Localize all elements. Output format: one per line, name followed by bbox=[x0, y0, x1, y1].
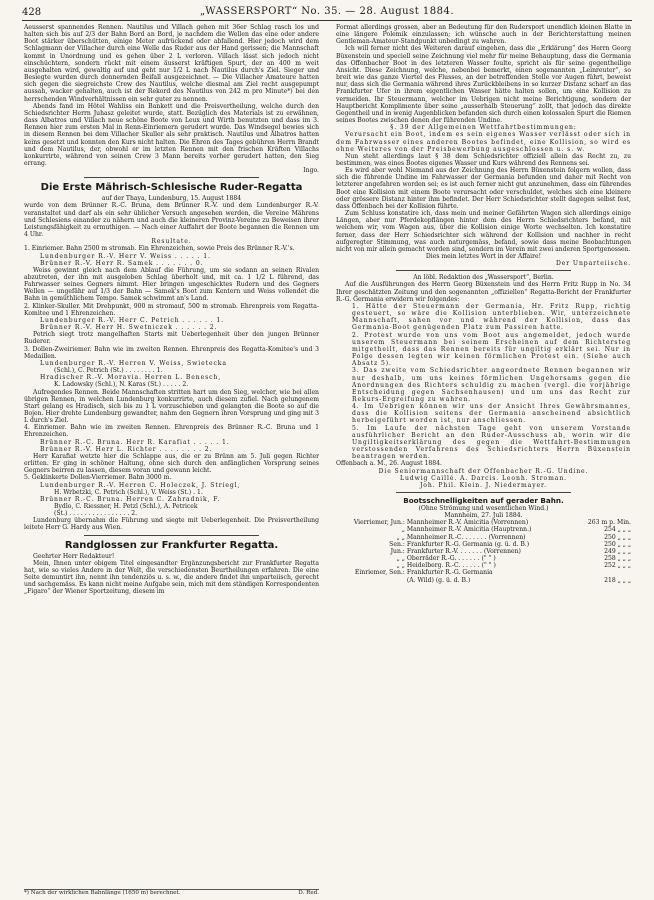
header-rule bbox=[22, 20, 632, 21]
speeds-value: 263 m p. Min. bbox=[587, 519, 631, 527]
race-5-line: H. Wrbetzki, C. Petrich (Schl.), V. Weiss (St.) . 1. bbox=[54, 488, 203, 496]
race-3-text: Aufregendes Rennen. Beide Mannschaften stritten hart um den Sieg, welcher, wie bei allen übrigen Rennen, in welchen Lundenburg konkurrirte, auch diesem zufiel. Nach gelungenem Start gelang es Hradisch, sich bis zu 1 L vorzuschieben und gelangten die Boote so auf die Bojen. Hier drehte Lundenburg gewandter, nahm den Gegnern ihren Vorsprung und ging mit 3 L durch's Ziel. bbox=[24, 388, 319, 425]
letter-point: 3. Das zweite vom Schiedsrichter angeordnete Rennen begannen wir nur deshalb, um uns keines förmlichen Ungehorsams gegen die Anordnungen des Richters schuldig zu machen (vergl. die vorjährige Entscheidung gegen Sachsenhausen) und um uns das Recht zur Rekurs-Ergreifung zu wahren. bbox=[352, 367, 631, 403]
speeds-club: Mannheimer R.-C. . . . . . . (Vorrennen) bbox=[406, 533, 526, 541]
speeds-row bbox=[336, 519, 631, 526]
speeds-value: 249 „ „ „ bbox=[604, 547, 631, 555]
speeds-row bbox=[336, 541, 631, 548]
race-3-line: (Schl.), C. Petrich (St.) . . . . . . . . 1. bbox=[54, 367, 163, 375]
speeds-value: 254 „ „ „ bbox=[604, 526, 631, 534]
speeds-club: Oberräder R.-G. . . . . . . (" " ) bbox=[406, 555, 496, 563]
lundenburg-heading: Die Erste Mährisch-Schlesische Ruder-Regatta bbox=[40, 182, 303, 194]
speeds-value: 252 „ „ „ bbox=[604, 562, 631, 570]
race-1-line: Brünner R.-V. Herr R. Samek . . . . . . . 0. bbox=[40, 259, 204, 267]
letter-point: 2. Protest wurde von uns vom Boot aus angemeldet, jedoch wurde unserem Steuermann bei seinem Erscheinen auf dem Richtersteg mitgetheilt, dass das Rennen bereits für ungiltig erklärt sei. Nur in Folge dessen legten wir keinen förmlichen Protest ein. (Siehe auch Absatz 5). bbox=[352, 331, 631, 368]
race-4-line: Brünner R.-C. Bruna. Herr R. Karafiat . . . . . 1. bbox=[40, 438, 230, 446]
speeds-row bbox=[336, 569, 631, 576]
letter-signers: Joh. Phil. Klein. J. Niedermayer. bbox=[419, 481, 548, 489]
race-3-line: Lundenburger R.-V. Herren V. Weiss, Swietecka bbox=[40, 359, 227, 367]
race-4-text: Herr Karafiat wetzte hier die Schlappe aus, die er zu Brünn am 5. Juli gegen Richter erlitten. Er ging in schöner Haltung, ohne sich durch den anfänglichen Vorsprung seines Gegners beirren zu lassen, diesem voran und gewann leicht. bbox=[24, 452, 319, 475]
speeds-class bbox=[336, 577, 407, 584]
speeds-class: Vierriemer, Jun.: bbox=[353, 519, 405, 527]
race-2-line: Lundenburger R.-V. Herr C. Petrich . . . . . . 1. bbox=[40, 316, 224, 324]
race-3-line: Hradischer R.-V. Moravia. Herren L. Benesch, bbox=[40, 374, 222, 382]
frankfurt-salutation: Geehrter Herr Redakteur! bbox=[33, 552, 115, 560]
nautilus-report-p1: Aeusserst spannendes Rennen. Nautilus und Villach gehen mit 36er Schlag rasch los und halten sich bis auf 2/3 der Bahn Bord an Bord, je nachdem die Wellen das eine oder andere Boot stärker überschütten, einige Meter aufrückend oder abfallend. Hier jedoch wird dem Schlagmann der Villacher durch eine Welle das Ruder aus der Hand gerissen; die Mannschaft kommt in Unordnung und es gehen über 2 L verloren. Villach lässt sich jedoch nicht einschüchtern, sondern rückt mit einem äusserst kräftigen Spurt, der an 400 m weit ausgehalten wird, gewaltig auf und geht nur 1/2 L nach Nautilus durch's Ziel. Sieger und Besiegte wurden durch donnernden Beifall ausgezeichnet. — Die Villacher Amateure hatten sich gegen die siegreichste Crew des Nautilus, welche diesmal am Ziel recht ausgepumpt aussah, wacker gehalten, auch ist der Rekord des Nautilus von 242 m pro Minute*) bei den herrschenden Windverhältnissen ein sehr guter zu nennen. bbox=[24, 24, 319, 103]
speeds-class: „ bbox=[401, 526, 405, 534]
speeds-club: (A. Wild) (g. ü. d. B.) bbox=[406, 576, 471, 584]
race-1-line: Lundenburger R.-V. Herr V. Weiss . . . . . 1. bbox=[40, 252, 211, 260]
speeds-class: „ „ bbox=[396, 562, 405, 570]
speeds-club: Mannheimer R.-V. Amicitia (Vorrennen) bbox=[406, 519, 529, 527]
page-number: 428 bbox=[22, 7, 42, 18]
results-heading: Resultate. bbox=[151, 238, 192, 246]
race-5-line: (St.) . . . . . . . . . . . . . . . . 2. bbox=[54, 510, 138, 518]
continuation-p6: Es wird aber wohl Niemand aus der Zeichnung des Herrn Büxenstein folgern wollen, dass sich die führende Undine im Fahrwasser der Germania befunden und daher mit Recht von letzterer angefahren worden sei; es ist auch ferner nicht gut anzunehmen, dass ein führendes Boot eine Kollision mit einem Boote verursacht oder verschuldet, welches sich eine kleinere oder grössere Distanz hinter ihm befindet. Der Herr Schiedsrichter stellt dagegen selbst fest, dass Offenbach bei der Kollision führte. bbox=[336, 167, 631, 210]
race-2-head: 2. Klinker-Skuller. Mit Drehpunkt, 900 m stromauf, 500 m stromab. Ehrenpreis vom Regatta-Komitee und 1 Ehrenzeichen. bbox=[24, 302, 319, 317]
speeds-heading: Bootsschnelligkeiten auf gerader Bahn. bbox=[403, 496, 564, 505]
race-3-line: K. Ladowsky (Schl.), N. Karas (St.) . . . . . 2. bbox=[54, 381, 189, 389]
paragraph-39-title: §. 39 der Allgemeinen Wettfahrtbestimmungen: bbox=[390, 124, 577, 132]
race-5-line: Brünner R.-C. Bruna. Herren C. Zahradnik, F. bbox=[40, 495, 221, 503]
letter-point: 5. Im Laufe der nächsten Tage geht von unserem Vorstande ausführlicher Bericht an den Ruder-Ausschuss ab, worin wir die Ungiltigkeitserklärung des gegen die Wettfahrt-Bestimmungen verstossenden Verfahrens des Schiedsrichters Herrn Büxenstein beantragen werden. bbox=[352, 424, 631, 461]
letter-point: 4. Im Uebrigen können wir uns der Ansicht Ihres Gewährsmannes, dass die Kollision seitens der Germania anscheinend absichtlich herbeigeführt worden ist, nur anschliessen. bbox=[352, 403, 631, 425]
continuation-p5: Nun steht allerdings laut § 38 dem Schiedsrichter offiziell allein das Recht zu, zu bestimmen, was eines Bootes eigenes Wasser und Kurs während des Rennens sei. bbox=[336, 152, 631, 167]
race-5-line: Bydlo, C. Riessner, H. Petzl (Schl.), A. Petricek bbox=[54, 503, 198, 510]
speeds-value: 250 „ „ „ bbox=[604, 540, 631, 548]
report-signature: Ingo. bbox=[303, 167, 319, 175]
speeds-value: 250 „ „ „ bbox=[604, 533, 631, 541]
speeds-row bbox=[336, 562, 631, 569]
speeds-club: Frankfurter R.-G. Germania bbox=[406, 569, 493, 577]
speeds-value: 218 „ „ „ bbox=[604, 576, 631, 584]
footnote-text: *) Nach der wirklichen Bahnlänge (1650 m) berechnet. bbox=[24, 890, 181, 896]
speeds-value bbox=[573, 569, 631, 576]
speeds-place: Mannheim, 27. Juli 1884. bbox=[444, 512, 523, 520]
speeds-row bbox=[336, 555, 631, 562]
signature: Der Unparteiische. bbox=[555, 260, 631, 268]
speeds-class: Jun.: bbox=[390, 547, 405, 555]
frankfurt-heading: Randglossen zur Frankfurter Regatta. bbox=[64, 539, 279, 551]
race-4-head: 4. Einriemer. Bahn wie im zweiten Rennen. Ehrenpreis des Brünner R.-C. Bruna und 1 Ehrenzeichen. bbox=[24, 424, 319, 439]
speeds-club: Heidelberg. R.-C. . . . . . (" " ) bbox=[406, 562, 496, 570]
speeds-row bbox=[336, 577, 631, 584]
left-column bbox=[24, 24, 319, 596]
letter-place-date: Offenbach a. M., 26. August 1884. bbox=[336, 460, 442, 468]
race-2-text: Petrich siegt trotz mangelhaften Starts mit Ueberlegenheit über den jungen Brünner Ruderer. bbox=[24, 331, 319, 346]
speeds-table-body bbox=[336, 519, 631, 583]
section-divider bbox=[84, 535, 259, 536]
race-4-line: Brünner R.-V. Herr L. Richter . . . . . . . . 2. bbox=[40, 445, 213, 453]
speeds-row bbox=[336, 526, 631, 533]
letter-point: 1. Hätte der Steuermann der Germania, Hr. Fritz Rupp, richtig gesteuert, so wäre die Kollision unterblieben. Wir, unterzeichnete Mannschaft, sahen vor und während der Kollision, dass das Germania-Boot genügenden Platz zum Passiren hatte. bbox=[352, 302, 631, 332]
speeds-class: „ „ bbox=[396, 555, 405, 563]
continuation-p2: Ich will ferner nicht des Weiteren darauf eingehen, dass die „Erklärung“ des Herrn Georg Büxenstein und speciell seine Zeichnung viel mehr für meine Behauptung, dass die Germania das Offenbacher Boot in des letzteren Wasser foulte, spricht als für seine gegentheilige Ansicht. Diese Zeichnung, welche, nebenbei bemerkt, einen sogenannten „Leinreuter“, so breit wie das ganze Viertel des Flusses, an der betreffenden Stelle vor Augen führt, beweist nur, dass sich die Germania während ihres Zurückbleibens in so kurzer Distanz scharf an das Frankfurter Ufer in ihrem eigentlichen Wasser hätte halten sollen, um eine Kollision zu vermeiden. Ihr Steuermann, welcher im Uebrigen nicht meine Berichtigung, sondern der Hauptbericht Komplimente über seine „ausserhalb Steuerung“ zollt, that jedoch das direkte Gegentheil und in wenig Augenblicken befanden sich durch einen kolossalen Spurt die Riemen seines Bootes zwischen denen der führenden Undine. bbox=[336, 45, 631, 125]
speeds-class: Einriemer, Sen.: bbox=[354, 569, 405, 577]
speeds-club: Mannheimer R.-V. Amicitia (Hauptrenn.) bbox=[406, 526, 532, 534]
speeds-club: Frankfurter R.-G. Germania (g. ü. d. B.) bbox=[406, 540, 530, 548]
frankfurt-text: Mein, Ihnen unter obigem Titel eingesandter Ergänzungsbericht zur Frankfurter Regatta hat, wie so vieles Andere in der Welt, die verschiedensten Beurtheilungen erfahren. Die eine Seite demuntirt ihn, nennt ihn tendenziös u. s. w., die andere findet ihn unparteiisch, gerecht und sachgemäss. Es kann nicht meine Aufgabe sein, mich mit dem ständigen Korrespondenten „Figaro“ der Wiener Sportzeitung, diesem im bbox=[24, 559, 319, 596]
speeds-class: „ „ bbox=[396, 533, 405, 541]
paragraph-39-quote: Verursacht ein Boot, indem es sein eigenes Wasser verlässt oder sich in dem Fahrwasser eines anderen Bootes befindet, eine Kollision, so wird es ohne Weiteres von der Preisbewerbung ausgeschlossen u. s. w. bbox=[336, 131, 631, 153]
letter-intro: Auf die Ausführungen des Herrn Georg Büxenstein und des Herrn Fritz Rupp in No. 34 Ihrer geschätzten Zeitung und den sogenannten „offiziellen“ Regatta-Bericht der Frankfurter R.-G. Germania erwidern wir folgendes: bbox=[336, 281, 631, 303]
section-divider bbox=[396, 270, 571, 271]
right-column bbox=[336, 24, 631, 584]
footnote bbox=[24, 889, 319, 897]
section-divider bbox=[84, 177, 259, 178]
speeds-subheading: (Ohne Strömung und wesentlichen Wind.) bbox=[418, 505, 549, 512]
letter-addressee: An löbl. Redaktion des „Wassersport“, Berlin. bbox=[413, 274, 554, 282]
speeds-value: 258 „ „ „ bbox=[604, 555, 631, 563]
race-5-line: Lundenburger R.-V. Herren C. Holeczek, J. Striegl, bbox=[40, 481, 241, 489]
letter-signers-intro: Die Seniormannschaft der Offenbacher R.-G. Undine. bbox=[378, 467, 589, 475]
race-2-line: Brünner R.-V. Herr H. Swetniczek . . . . . . 2. bbox=[40, 324, 218, 332]
lundenburg-intro: wurde von dem Brünner R.-C. Bruna, dem Brünner R.-V. und dem Lundenburger R.-V. veranstaltet und darf als ein sehr üblicher Versuch angesehen werden, die Vereine Mährens und Schlesiens einander zu nähern und auch die kleineren Provinz-Vereine zu Beweisen ihrer Leistungsfähigkeit zu ermuthigen. — Nach einer Auffahrt der Boote begannen die Rennen um 4 Uhr. bbox=[24, 202, 319, 239]
race-5-head: 5. Geklinkerte Dollen-Vierriemer. Bahn 3000 m. bbox=[24, 474, 172, 482]
continuation-p7: Zum Schluss konstatire ich, dass mein und meiner Gefährten Wagen sich allerdings einige Längen, aber nur Pferdekopflängen hinter dem des Herrn Schiedsrichters befand, mit welchem wir, vom Wagen aus, über die Kollision einige Worte wechselten. Ich konstatire ferner, dass der Herr Schiedsrichter sich während der Kollision und nachher in recht aufgeregter Stimmung, was auch naturgemäss, befand, sowie dass meine Beobachtungen nicht von mir allein gemacht worden sind, sondern im Verein mit zwei anderen Sportgenossen. bbox=[336, 210, 631, 253]
footnote-sign: D. Red. bbox=[298, 890, 319, 896]
speeds-row bbox=[336, 548, 631, 555]
lundenburg-subheading: auf der Thaya, Lundenburg, 15. August 1884 bbox=[101, 195, 242, 203]
letter-signers: Ludwig Caillé. A. Darcis. Leonh. Stroman. bbox=[400, 474, 567, 482]
section-divider bbox=[396, 492, 571, 493]
race-1-head: 1. Einriemer. Bahn 2500 m stromab. Ein Ehrenzeichen, sowie Preis des Brünner R.-V.'s. bbox=[24, 245, 295, 253]
race-3-head: 3. Dollen-Zweiriemer. Bahn wie im zweiten Rennen. Ehrenpreis des Regatta-Komitee's und 3 Medaillen. bbox=[24, 345, 319, 360]
continuation-p1: Format allerdings grossen, aber an Bedeutung für den Rudersport unendlich kleinen Blatte in eine längere Polemik einzulassen; ich wünsche auch in der Berichterstattung meinen Gentleman-Amateur-Standpunkt unbedingt zu wahren. bbox=[336, 24, 631, 46]
speeds-class: Sen.: bbox=[389, 540, 405, 548]
speeds-row bbox=[336, 534, 631, 541]
race-5-text: Lundenburg übernahm die Führung und siegte mit Ueberlegenheit. Die Preisvertheilung leitete Herr G. Hardy aus Wien. bbox=[24, 517, 319, 532]
speeds-table bbox=[336, 519, 631, 583]
masthead-title: „WASSERSPORT“ No. 35. — 28. August 1884. bbox=[199, 6, 455, 17]
continuation-p8: Dies mein letztes Wort in der Affaire! bbox=[425, 253, 542, 260]
speeds-club: Frankfurter R.-V. . . . . . . (Vorrennen) bbox=[406, 547, 521, 555]
nautilus-report-p2: Abends fand im Hôtel Wahliss ein Bankett und die Preisvertheilung, welche durch den Schiedsrichter Herrn Juhasz geleitet wurde, statt. Bezüglich des Materials ist zu erwähnen, dass Albatros und Villach neue schöne Boote von Leux und Wirth benutzten und dass im 3. Rennen hier zum ersten Mal in Renn-Einriemern gerudert wurde. Das Windsegel bewies sich in diesem Rennen bei dem Villacher Skuller als sehr praktisch. Nautilus und Albatros hatten keins gesetzt und konnten den Kurs nicht halten. Die Ehren des Tages gebühren Herrn Brandt und dem Nautilus, der, obwohl er im letzten Rennen mit den frischen Kräften Villachs konkurrirte, während von seinen Crew 3 Mann bereits vorher gerudert hatten, den Sieg errang. bbox=[24, 102, 319, 167]
race-1-text: Weiss gewinnt gleich nach dem Ablauf die Führung, um sie sodann an seinen Rivalen abzutreten, der ihn mit ausgeloben Schlag überholt und, mit ca. 1 1/2 L führend, das Fahrwasser seines Gegners nimmt. Hier bringen ungeschicktes Rudern und des Gegners Wellen — ungefähr auf 1/3 der Bahn — Samek's Boot zum Kentern und Weiss vollendet die Bahn in gemüthlichem Tempo. Samek schwimmt an's Land. bbox=[24, 266, 319, 303]
